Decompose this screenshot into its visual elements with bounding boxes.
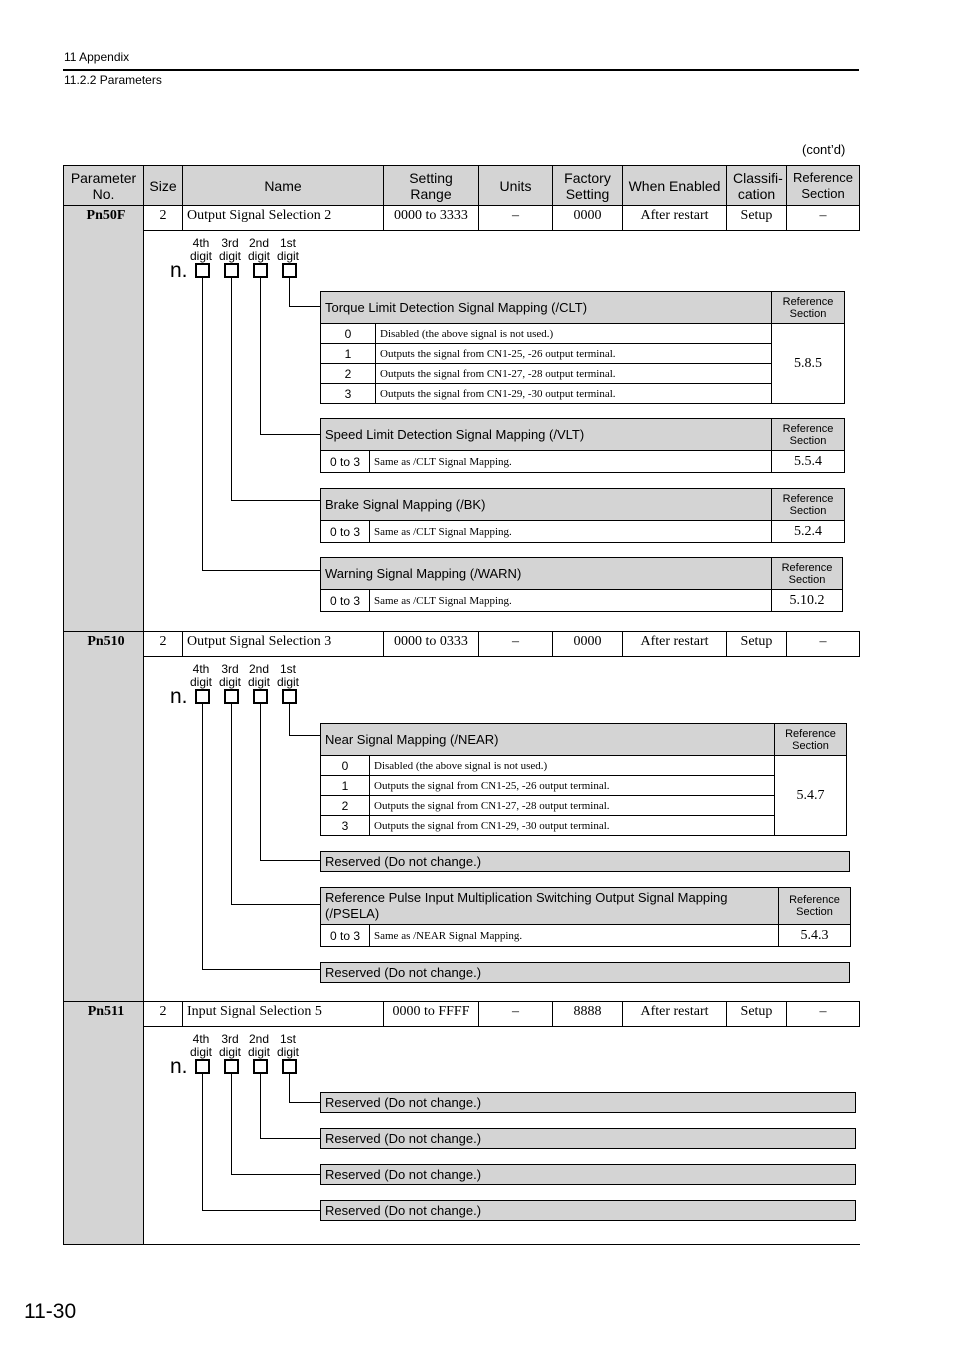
option-value: 0 [321,324,376,344]
ref-label: Reference Section [772,292,845,324]
digit-label: 2nd digit [247,662,270,689]
option-desc: Same as /CLT Signal Mapping. [370,521,772,543]
col-header: Reference Section [787,166,860,206]
connector-line [260,860,320,861]
factory-cell: 0000 [553,632,623,657]
option-value: 3 [321,384,376,404]
connector-line [289,306,320,307]
ref-label: Reference Section [772,558,843,590]
option-value: 0 to 3 [321,590,370,612]
digit-diagram-cell [144,231,860,632]
digit-label: 1st digit [276,662,299,689]
detail-row [64,657,860,1002]
option-desc: Outputs the signal from CN1-27, -28 output terminal. [376,364,772,384]
option-desc: Outputs the signal from CN1-25, -26 output terminal. [376,344,772,364]
digit-box [195,689,210,704]
clt-mapping-table [320,291,845,404]
psela-mapping-table [320,887,851,947]
connector-line [260,278,261,434]
name-cell: Input Signal Selection 5 [183,1002,384,1027]
option-desc: Same as /CLT Signal Mapping. [370,590,772,612]
range-cell: 0000 to FFFF [384,1002,479,1027]
when-cell: After restart [623,632,727,657]
digit-box [224,689,239,704]
connector-line [231,1074,232,1174]
col-header: Name [183,166,384,206]
digit-label: 2nd digit [247,1032,270,1059]
reserved-bar: Reserved (Do not change.) [320,1164,856,1185]
digit-box [282,263,297,278]
col-header: Setting Range [384,166,479,206]
digit-box [224,1059,239,1074]
continued-label: (cont’d) [802,142,846,157]
detail-row [64,1027,860,1245]
ref-cell: – [787,206,860,231]
option-desc: Same as /NEAR Signal Mapping. [370,925,779,947]
digit-label: 4th digit [189,662,212,689]
option-value: 1 [321,344,376,364]
class-cell: Setup [727,1002,787,1027]
digit-box [253,263,268,278]
range-cell: 0000 to 0333 [384,632,479,657]
table-header-row [64,166,860,206]
connector-line [289,1074,290,1102]
units-cell: – [479,632,553,657]
ref-value: 5.5.4 [772,451,845,473]
ref-value: 5.4.3 [779,925,851,947]
digit-label: 1st digit [276,236,299,263]
connector-line [289,278,290,306]
option-value: 2 [321,364,376,384]
option-desc: Outputs the signal from CN1-29, -30 output terminal. [376,384,772,404]
option-value: 2 [321,796,370,816]
digit-label: 4th digit [189,236,212,263]
ref-value: 5.10.2 [772,590,843,612]
option-desc: Outputs the signal from CN1-29, -30 output terminal. [370,816,775,836]
name-cell: Output Signal Selection 3 [183,632,384,657]
range-cell: 0000 to 3333 [384,206,479,231]
option-value: 0 to 3 [321,521,370,543]
units-cell: – [479,1002,553,1027]
header-rule [63,69,859,71]
class-cell: Setup [727,206,787,231]
ref-cell: – [787,632,860,657]
reserved-bar: Reserved (Do not change.) [320,851,850,872]
detail-row [64,231,860,632]
digit-diagram-cell [144,1027,860,1245]
table-row [64,206,860,231]
block-title: Warning Signal Mapping (/WARN) [321,558,772,590]
digit-box [253,689,268,704]
connector-line [202,278,203,570]
factory-cell: 0000 [553,206,623,231]
col-header: Classifi- cation [727,166,787,206]
section-header: 11.2.2 Parameters [64,73,162,87]
connector-line [202,570,320,571]
digit-label: 3rd digit [218,1032,241,1059]
bk-mapping-table [320,488,845,543]
block-title: Speed Limit Detection Signal Mapping (/VLT) [321,419,772,451]
chapter-header: 11 Appendix [64,50,130,64]
ref-label: Reference Section [779,888,851,925]
block-title: Reference Pulse Input Multiplication Switching Output Signal Mapping (/PSELA) [321,888,779,925]
factory-cell: 8888 [553,1002,623,1027]
ref-label: Reference Section [772,489,845,521]
reserved-bar: Reserved (Do not change.) [320,1128,856,1149]
reserved-bar: Reserved (Do not change.) [320,1092,856,1113]
connector-line [231,500,320,501]
option-desc: Disabled (the above signal is not used.) [376,324,772,344]
connector-line [202,1210,320,1211]
param-number: Pn510 [64,632,144,1002]
ref-value: 5.2.4 [772,521,845,543]
option-desc: Same as /CLT Signal Mapping. [370,451,772,473]
vlt-mapping-table [320,418,845,473]
block-title: Near Signal Mapping (/NEAR) [321,724,775,756]
reserved-bar: Reserved (Do not change.) [320,962,850,983]
option-value: 0 to 3 [321,451,370,473]
digit-label: 3rd digit [218,662,241,689]
digit-diagram-cell [144,657,860,1002]
when-cell: After restart [623,206,727,231]
col-header: When Enabled [623,166,727,206]
page-number: 11-30 [24,1300,77,1323]
digit-label: 4th digit [189,1032,212,1059]
option-value: 1 [321,776,370,796]
digit-label: 2nd digit [247,236,270,263]
block-title: Brake Signal Mapping (/BK) [321,489,772,521]
n-prefix: n. [170,1055,188,1078]
col-header: Units [479,166,553,206]
option-value: 3 [321,816,370,836]
connector-line [289,1102,320,1103]
near-mapping-table [320,723,847,836]
param-number: Pn511 [64,1002,144,1245]
n-prefix: n. [170,259,188,282]
block-title: Torque Limit Detection Signal Mapping (/CLT) [321,292,772,324]
size-cell: 2 [144,206,183,231]
connector-line [202,704,203,969]
digit-box [282,1059,297,1074]
ref-label: Reference Section [772,419,845,451]
digit-label: 1st digit [276,1032,299,1059]
connector-line [260,1074,261,1138]
col-header: Size [144,166,183,206]
connector-line [289,735,320,736]
parameter-table [63,165,860,1245]
connector-line [231,1174,320,1175]
connector-line [231,904,320,905]
option-value: 0 [321,756,370,776]
warn-mapping-table [320,557,843,612]
connector-line [202,1074,203,1210]
digit-box [224,263,239,278]
n-prefix: n. [170,685,188,708]
option-desc: Outputs the signal from CN1-27, -28 output terminal. [370,796,775,816]
connector-line [260,434,320,435]
size-cell: 2 [144,632,183,657]
connector-line [260,704,261,860]
units-cell: – [479,206,553,231]
digit-label: 3rd digit [218,236,241,263]
table-row [64,1002,860,1027]
ref-value: 5.4.7 [775,756,847,836]
connector-line [202,969,320,970]
reserved-bar: Reserved (Do not change.) [320,1200,856,1221]
when-cell: After restart [623,1002,727,1027]
col-header: Parameter No. [64,166,144,206]
name-cell: Output Signal Selection 2 [183,206,384,231]
size-cell: 2 [144,1002,183,1027]
col-header: Factory Setting [553,166,623,206]
connector-line [231,704,232,904]
digit-box [253,1059,268,1074]
class-cell: Setup [727,632,787,657]
ref-value: 5.8.5 [772,324,845,404]
connector-line [289,704,290,735]
digit-box [282,689,297,704]
connector-line [231,278,232,500]
option-desc: Disabled (the above signal is not used.) [370,756,775,776]
ref-cell: – [787,1002,860,1027]
option-desc: Outputs the signal from CN1-25, -26 output terminal. [370,776,775,796]
connector-line [260,1138,320,1139]
param-number: Pn50F [64,206,144,632]
table-row [64,632,860,657]
digit-box [195,263,210,278]
ref-label: Reference Section [775,724,847,756]
option-value: 0 to 3 [321,925,370,947]
digit-box [195,1059,210,1074]
